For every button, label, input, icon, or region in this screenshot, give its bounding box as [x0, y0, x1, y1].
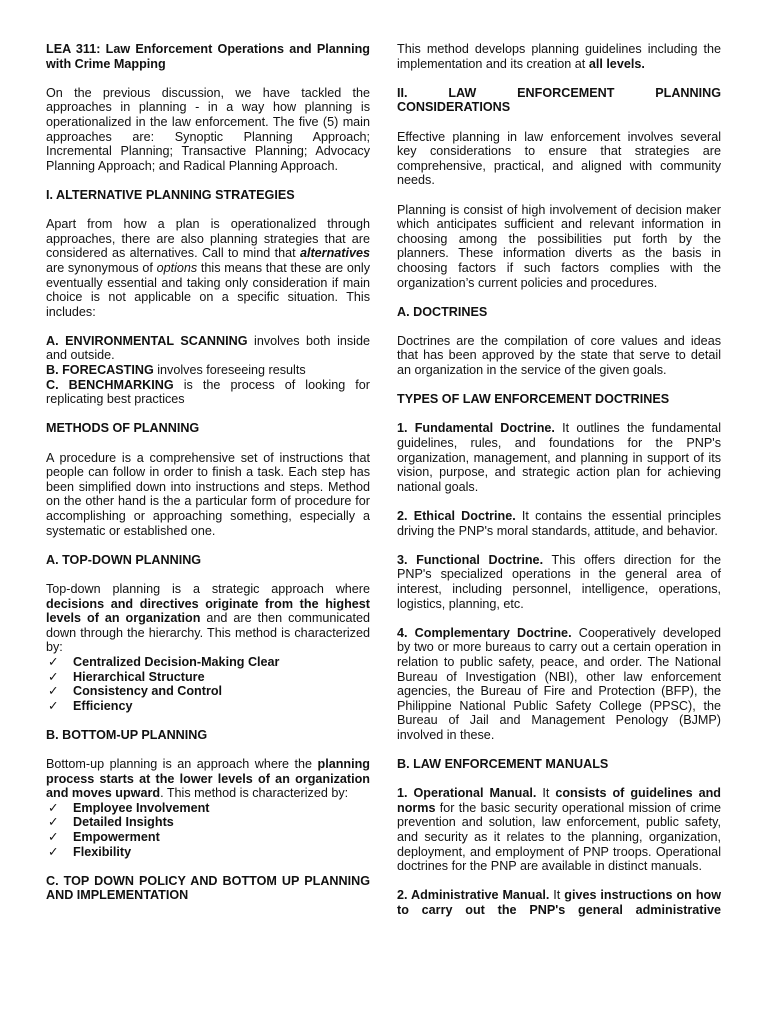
- intro-paragraph: On the previous discussion, we have tackled the approaches in planning - in a way how planning is operationalized in the law enforcement. The five (5) main approaches are: Synoptic Planning Approach; Incremental Planning; Transactive Planning; Advocacy Planning Approach; and Radical Planning Approach.: [46, 85, 370, 173]
- section-heading-methods: METHODS OF PLANNING: [46, 421, 200, 436]
- document-title: LEA 311: Law Enforcement Operations and Planning with Crime Mapping: [46, 42, 370, 71]
- checklist-item: ✓ Detailed Insights: [46, 815, 370, 830]
- section-heading-doctrine-types: TYPES OF LAW ENFORCEMENT DOCTRINES: [397, 392, 670, 407]
- checklist-item: ✓ Centralized Decision-Making Clear: [46, 655, 370, 670]
- section-heading-planning-considerations: II. LAW ENFORCEMENT PLANNING CONSIDERATIONS: [397, 85, 721, 115]
- methods-paragraph: A procedure is a comprehensive set of instructions that people can follow in order to finish a task. Each step has been simplified down into instructions and steps. Method on the other hand is the a particular form of procedure for accomplishing or approaching something, especially a systematic or established one.: [46, 450, 370, 538]
- section-heading-alternative-strategies: I. ALTERNATIVE PLANNING STRATEGIES: [46, 187, 295, 202]
- section-heading-doctrines: A. DOCTRINES: [397, 304, 488, 319]
- checklist-item: ✓ Efficiency: [46, 699, 370, 714]
- checklist-item: ✓ Flexibility: [46, 845, 370, 860]
- doctrine-ethical: 2. Ethical Doctrine. It contains the essential principles driving the PNP's moral standards, attitude, and behavior.: [397, 509, 721, 538]
- bottom-up-paragraph: Bottom-up planning is an approach where the planning process starts at the lower levels of an organization and moves upward. This method is characterized by:: [46, 757, 370, 801]
- strategy-list: [46, 334, 370, 407]
- checklist-item: ✓ Empowerment: [46, 830, 370, 845]
- manual-administrative: 2. Administrative Manual. It gives instructions on how to carry out the PNP's general administrative: [397, 888, 721, 918]
- bottom-up-checklist: [46, 801, 370, 859]
- checklist-item: ✓ Hierarchical Structure: [46, 670, 370, 685]
- considerations-paragraph: Effective planning in law enforcement involves several key considerations to ensure that strategies are comprehensive, practical, and aligned with community needs.: [397, 129, 721, 188]
- right-column: [397, 42, 721, 932]
- doctrine-complementary: 4. Complementary Doctrine. Cooperatively developed by two or more bureaus to carry out a certain operation in relation to public safety, peace, and order. The National Bureau of Investigation (NBI), other law enforcement agencies, the Bureau of Fire and Protection (BFP), the Philippine National Public Safety College (PPSC), the Bureau of Jail and Management Penology (BJMP) involved in these.: [397, 625, 722, 742]
- continued-paragraph: This method develops planning guidelines including the implementation and its creation at all levels.: [397, 42, 721, 71]
- manual-operational: 1. Operational Manual. It consists of guidelines and norms for the basic security operational mission of crime prevention and solution, law enforcement, public safety, and security as it relates to the planning, organization, deployment, and employment of PNP troops. Operational doctrines for the PNP are available in distinct manuals.: [397, 786, 721, 874]
- section-heading-manuals: B. LAW ENFORCEMENT MANUALS: [397, 757, 609, 772]
- left-column: [46, 42, 370, 918]
- decision-maker-paragraph: Planning is consist of high involvement of decision maker which anticipates sufficient and relevant information in choosing among the possibilities put forth by the planners. These information diverts as the basis in choosing factors if such factors complies with the organization’s current policies and procedures.: [397, 202, 721, 290]
- strategy-item-forecasting: B. FORECASTING involves foreseeing results: [46, 363, 306, 378]
- section-heading-top-down: A. TOP-DOWN PLANNING: [46, 552, 202, 567]
- strategy-item-environmental-scanning: A. ENVIRONMENTAL SCANNING involves both inside and outside.: [46, 333, 370, 363]
- section-heading-bottom-up: B. BOTTOM-UP PLANNING: [46, 727, 208, 742]
- checklist-item: ✓ Employee Involvement: [46, 801, 370, 816]
- doctrine-fundamental: 1. Fundamental Doctrine. It outlines the fundamental guidelines, rules, and foundations for the PNP's organization, management, and planning in support of its vision, purpose, and strategic action plan for achieving national goals.: [397, 421, 721, 494]
- strategy-item-benchmarking: C. BENCHMARKING is the process of looking for replicating best practices: [46, 377, 370, 407]
- top-down-paragraph: Top-down planning is a strategic approach where decisions and directives originate from the highest levels of an organization and are then communicated down through the hierarchy. This method is characterized by:: [46, 581, 370, 655]
- alternatives-paragraph: Apart from how a plan is operationalized through approaches, there are also planning strategies that are considered as alternatives. Call to mind that alternatives are synonymous of options this means that these are only eventually essential and taking only consideration if main choice is not applicable on a specific situation. This includes:: [46, 217, 370, 319]
- section-heading-top-down-policy: C. TOP DOWN POLICY AND BOTTOM UP PLANNING AND IMPLEMENTATION: [46, 873, 370, 903]
- top-down-checklist: [46, 655, 370, 713]
- doctrine-functional: 3. Functional Doctrine. This offers direction for the PNP's specialized operations in the general area of interest, including personnel, intelligence, operations, logistics, planning, etc.: [397, 552, 722, 611]
- doctrines-paragraph: Doctrines are the compilation of core values and ideas that has been approved by the state that serve to detail an organization in the service of the given goals.: [397, 333, 721, 378]
- checklist-item: ✓ Consistency and Control: [46, 684, 370, 699]
